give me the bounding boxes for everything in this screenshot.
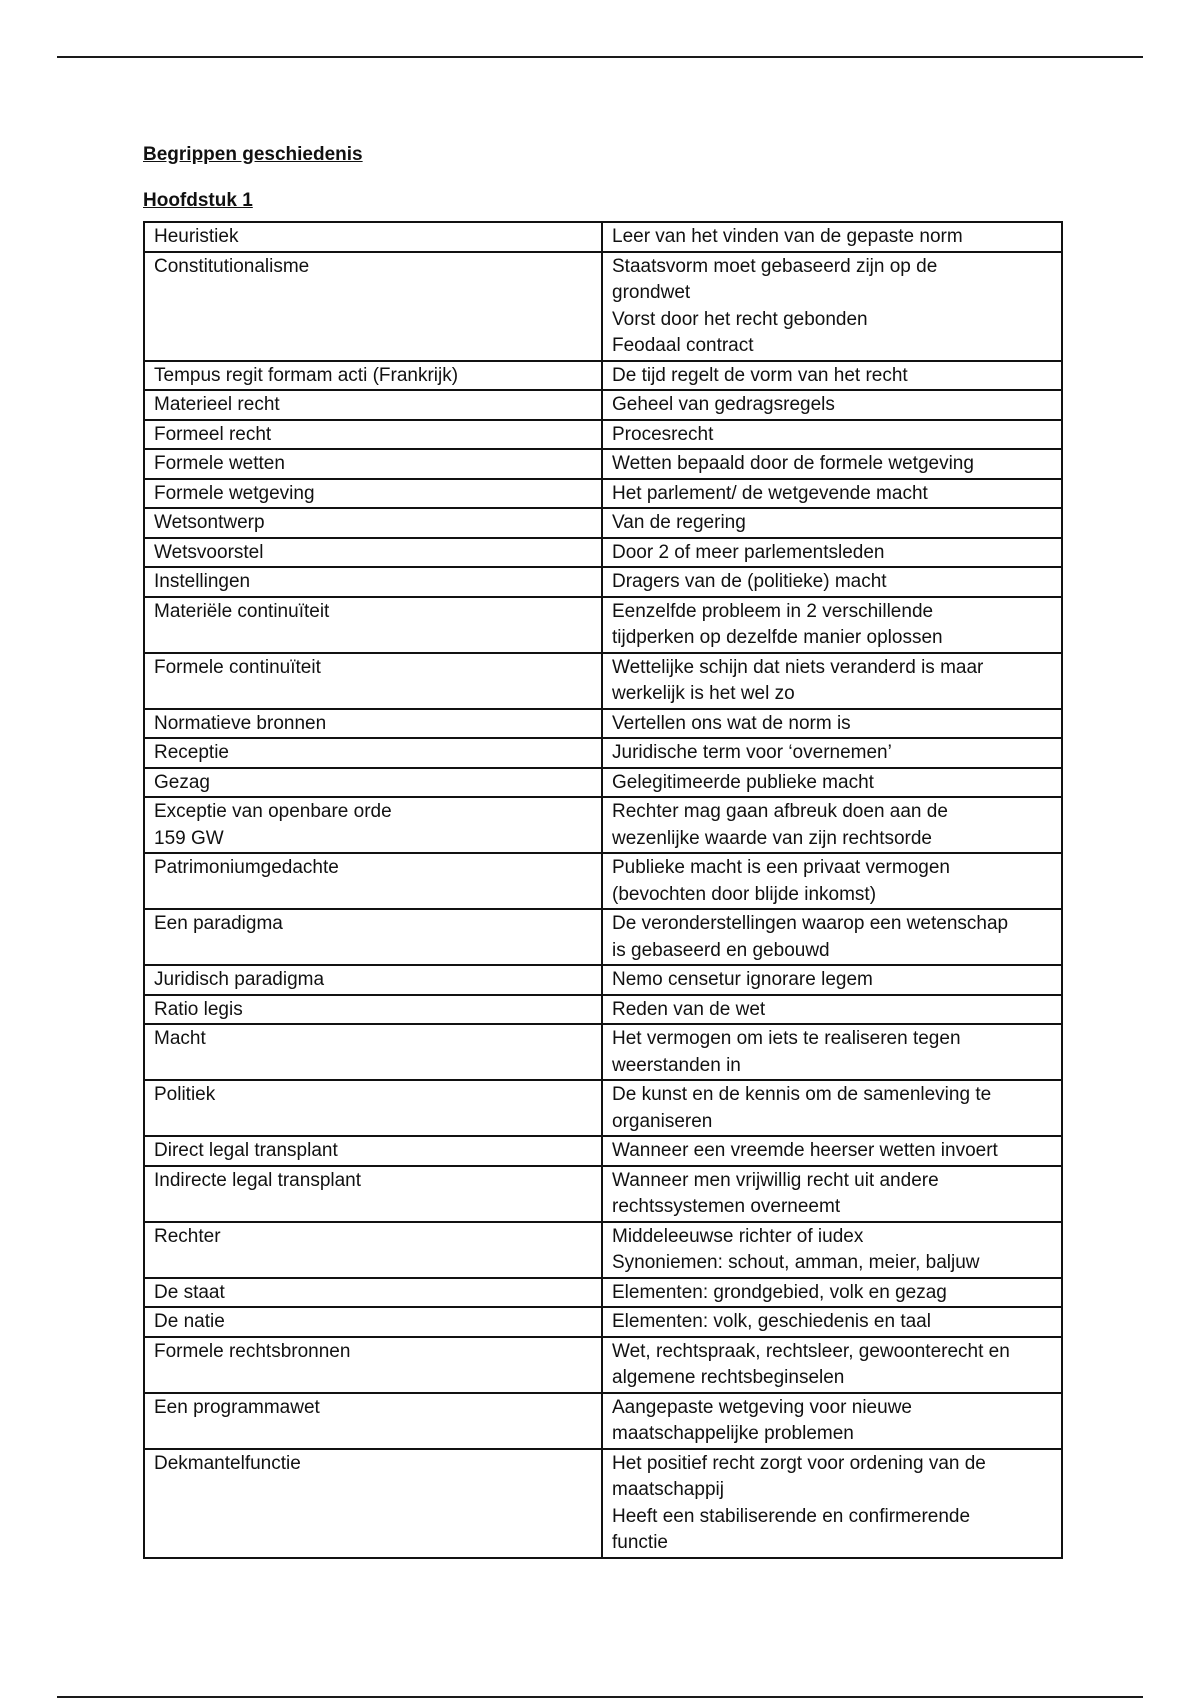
- definition-cell: Reden van de wet: [602, 995, 1062, 1025]
- header-rule: [57, 56, 1143, 58]
- footer-rule: [57, 1696, 1143, 1698]
- definition-cell: Gelegitimeerde publieke macht: [602, 768, 1062, 798]
- term-cell: Rechter: [144, 1222, 602, 1278]
- table-row: [144, 1166, 1062, 1222]
- table-row: [144, 222, 1062, 252]
- definition-cell: Rechter mag gaan afbreuk doen aan de wezenlijke waarde van zijn rechtsorde: [602, 797, 1062, 853]
- table-row: [144, 909, 1062, 965]
- term-cell: Instellingen: [144, 567, 602, 597]
- term-cell: Receptie: [144, 738, 602, 768]
- table-row: [144, 738, 1062, 768]
- table-row: [144, 995, 1062, 1025]
- term-cell: Heuristiek: [144, 222, 602, 252]
- term-cell: Gezag: [144, 768, 602, 798]
- chapter-heading: Hoofdstuk 1: [143, 190, 253, 211]
- definition-cell: De tijd regelt de vorm van het recht: [602, 361, 1062, 391]
- definition-cell: Elementen: volk, geschiedenis en taal: [602, 1307, 1062, 1337]
- definition-cell: Nemo censetur ignorare legem: [602, 965, 1062, 995]
- definition-cell: Staatsvorm moet gebaseerd zijn op de grondwet Vorst door het recht gebonden Feodaal contract: [602, 252, 1062, 361]
- table-row: [144, 597, 1062, 653]
- definition-cell: Wet, rechtspraak, rechtsleer, gewoonterecht en algemene rechtsbeginselen: [602, 1337, 1062, 1393]
- table-row: [144, 508, 1062, 538]
- table-row: [144, 1080, 1062, 1136]
- definition-cell: Procesrecht: [602, 420, 1062, 450]
- table-row: [144, 1307, 1062, 1337]
- table-row: [144, 567, 1062, 597]
- term-cell: Wetsvoorstel: [144, 538, 602, 568]
- definition-cell: Door 2 of meer parlementsleden: [602, 538, 1062, 568]
- definition-cell: Leer van het vinden van de gepaste norm: [602, 222, 1062, 252]
- definition-cell: Publieke macht is een privaat vermogen (bevochten door blijde inkomst): [602, 853, 1062, 909]
- definition-cell: Dragers van de (politieke) macht: [602, 567, 1062, 597]
- document-body: [143, 143, 1058, 1559]
- term-cell: Indirecte legal transplant: [144, 1166, 602, 1222]
- definition-cell: Van de regering: [602, 508, 1062, 538]
- definition-cell: Het parlement/ de wetgevende macht: [602, 479, 1062, 509]
- term-cell: Exceptie van openbare orde 159 GW: [144, 797, 602, 853]
- definition-cell: Aangepaste wetgeving voor nieuwe maatschappelijke problemen: [602, 1393, 1062, 1449]
- definition-cell: Wanneer een vreemde heerser wetten invoert: [602, 1136, 1062, 1166]
- term-cell: Een programmawet: [144, 1393, 602, 1449]
- term-cell: Formeel recht: [144, 420, 602, 450]
- definition-cell: Het positief recht zorgt voor ordening van de maatschappij Heeft een stabiliserende en confirmerende functie: [602, 1449, 1062, 1558]
- term-cell: Juridisch paradigma: [144, 965, 602, 995]
- term-cell: Formele wetgeving: [144, 479, 602, 509]
- term-cell: Constitutionalisme: [144, 252, 602, 361]
- table-row: [144, 853, 1062, 909]
- table-row: [144, 361, 1062, 391]
- term-cell: Wetsontwerp: [144, 508, 602, 538]
- term-cell: Normatieve bronnen: [144, 709, 602, 739]
- definition-cell: Wanneer men vrijwillig recht uit andere rechtssystemen overneemt: [602, 1166, 1062, 1222]
- definition-cell: Elementen: grondgebied, volk en gezag: [602, 1278, 1062, 1308]
- table-row: [144, 538, 1062, 568]
- table-row: [144, 252, 1062, 361]
- term-cell: Materieel recht: [144, 390, 602, 420]
- terms-table-body: [144, 222, 1062, 1558]
- term-cell: Formele wetten: [144, 449, 602, 479]
- table-row: [144, 449, 1062, 479]
- term-cell: Dekmantelfunctie: [144, 1449, 602, 1558]
- term-cell: De natie: [144, 1307, 602, 1337]
- definition-cell: Wetten bepaald door de formele wetgeving: [602, 449, 1062, 479]
- table-row: [144, 1449, 1062, 1558]
- term-cell: Tempus regit formam acti (Frankrijk): [144, 361, 602, 391]
- term-cell: Macht: [144, 1024, 602, 1080]
- table-row: [144, 768, 1062, 798]
- definition-cell: De kunst en de kennis om de samenleving te organiseren: [602, 1080, 1062, 1136]
- term-cell: Politiek: [144, 1080, 602, 1136]
- table-row: [144, 1337, 1062, 1393]
- table-row: [144, 1222, 1062, 1278]
- term-cell: Formele continuïteit: [144, 653, 602, 709]
- table-row: [144, 1393, 1062, 1449]
- table-row: [144, 965, 1062, 995]
- term-cell: Direct legal transplant: [144, 1136, 602, 1166]
- definition-cell: Middeleeuwse richter of iudex Synoniemen: schout, amman, meier, baljuw: [602, 1222, 1062, 1278]
- definition-cell: Wettelijke schijn dat niets veranderd is maar werkelijk is het wel zo: [602, 653, 1062, 709]
- definition-cell: Het vermogen om iets te realiseren tegen weerstanden in: [602, 1024, 1062, 1080]
- definition-cell: Vertellen ons wat de norm is: [602, 709, 1062, 739]
- table-row: [144, 1024, 1062, 1080]
- table-row: [144, 1136, 1062, 1166]
- term-cell: De staat: [144, 1278, 602, 1308]
- table-row: [144, 797, 1062, 853]
- document-title: Begrippen geschiedenis: [143, 144, 363, 165]
- term-cell: Formele rechtsbronnen: [144, 1337, 602, 1393]
- term-cell: Materiële continuïteit: [144, 597, 602, 653]
- table-row: [144, 420, 1062, 450]
- term-cell: Patrimoniumgedachte: [144, 853, 602, 909]
- definition-cell: Juridische term voor ‘overnemen’: [602, 738, 1062, 768]
- table-row: [144, 653, 1062, 709]
- definition-cell: Geheel van gedragsregels: [602, 390, 1062, 420]
- table-row: [144, 1278, 1062, 1308]
- table-row: [144, 709, 1062, 739]
- definition-cell: De veronderstellingen waarop een wetenschap is gebaseerd en gebouwd: [602, 909, 1062, 965]
- definition-cell: Eenzelfde probleem in 2 verschillende tijdperken op dezelfde manier oplossen: [602, 597, 1062, 653]
- term-cell: Een paradigma: [144, 909, 602, 965]
- table-row: [144, 479, 1062, 509]
- terms-table: [143, 221, 1063, 1559]
- term-cell: Ratio legis: [144, 995, 602, 1025]
- table-row: [144, 390, 1062, 420]
